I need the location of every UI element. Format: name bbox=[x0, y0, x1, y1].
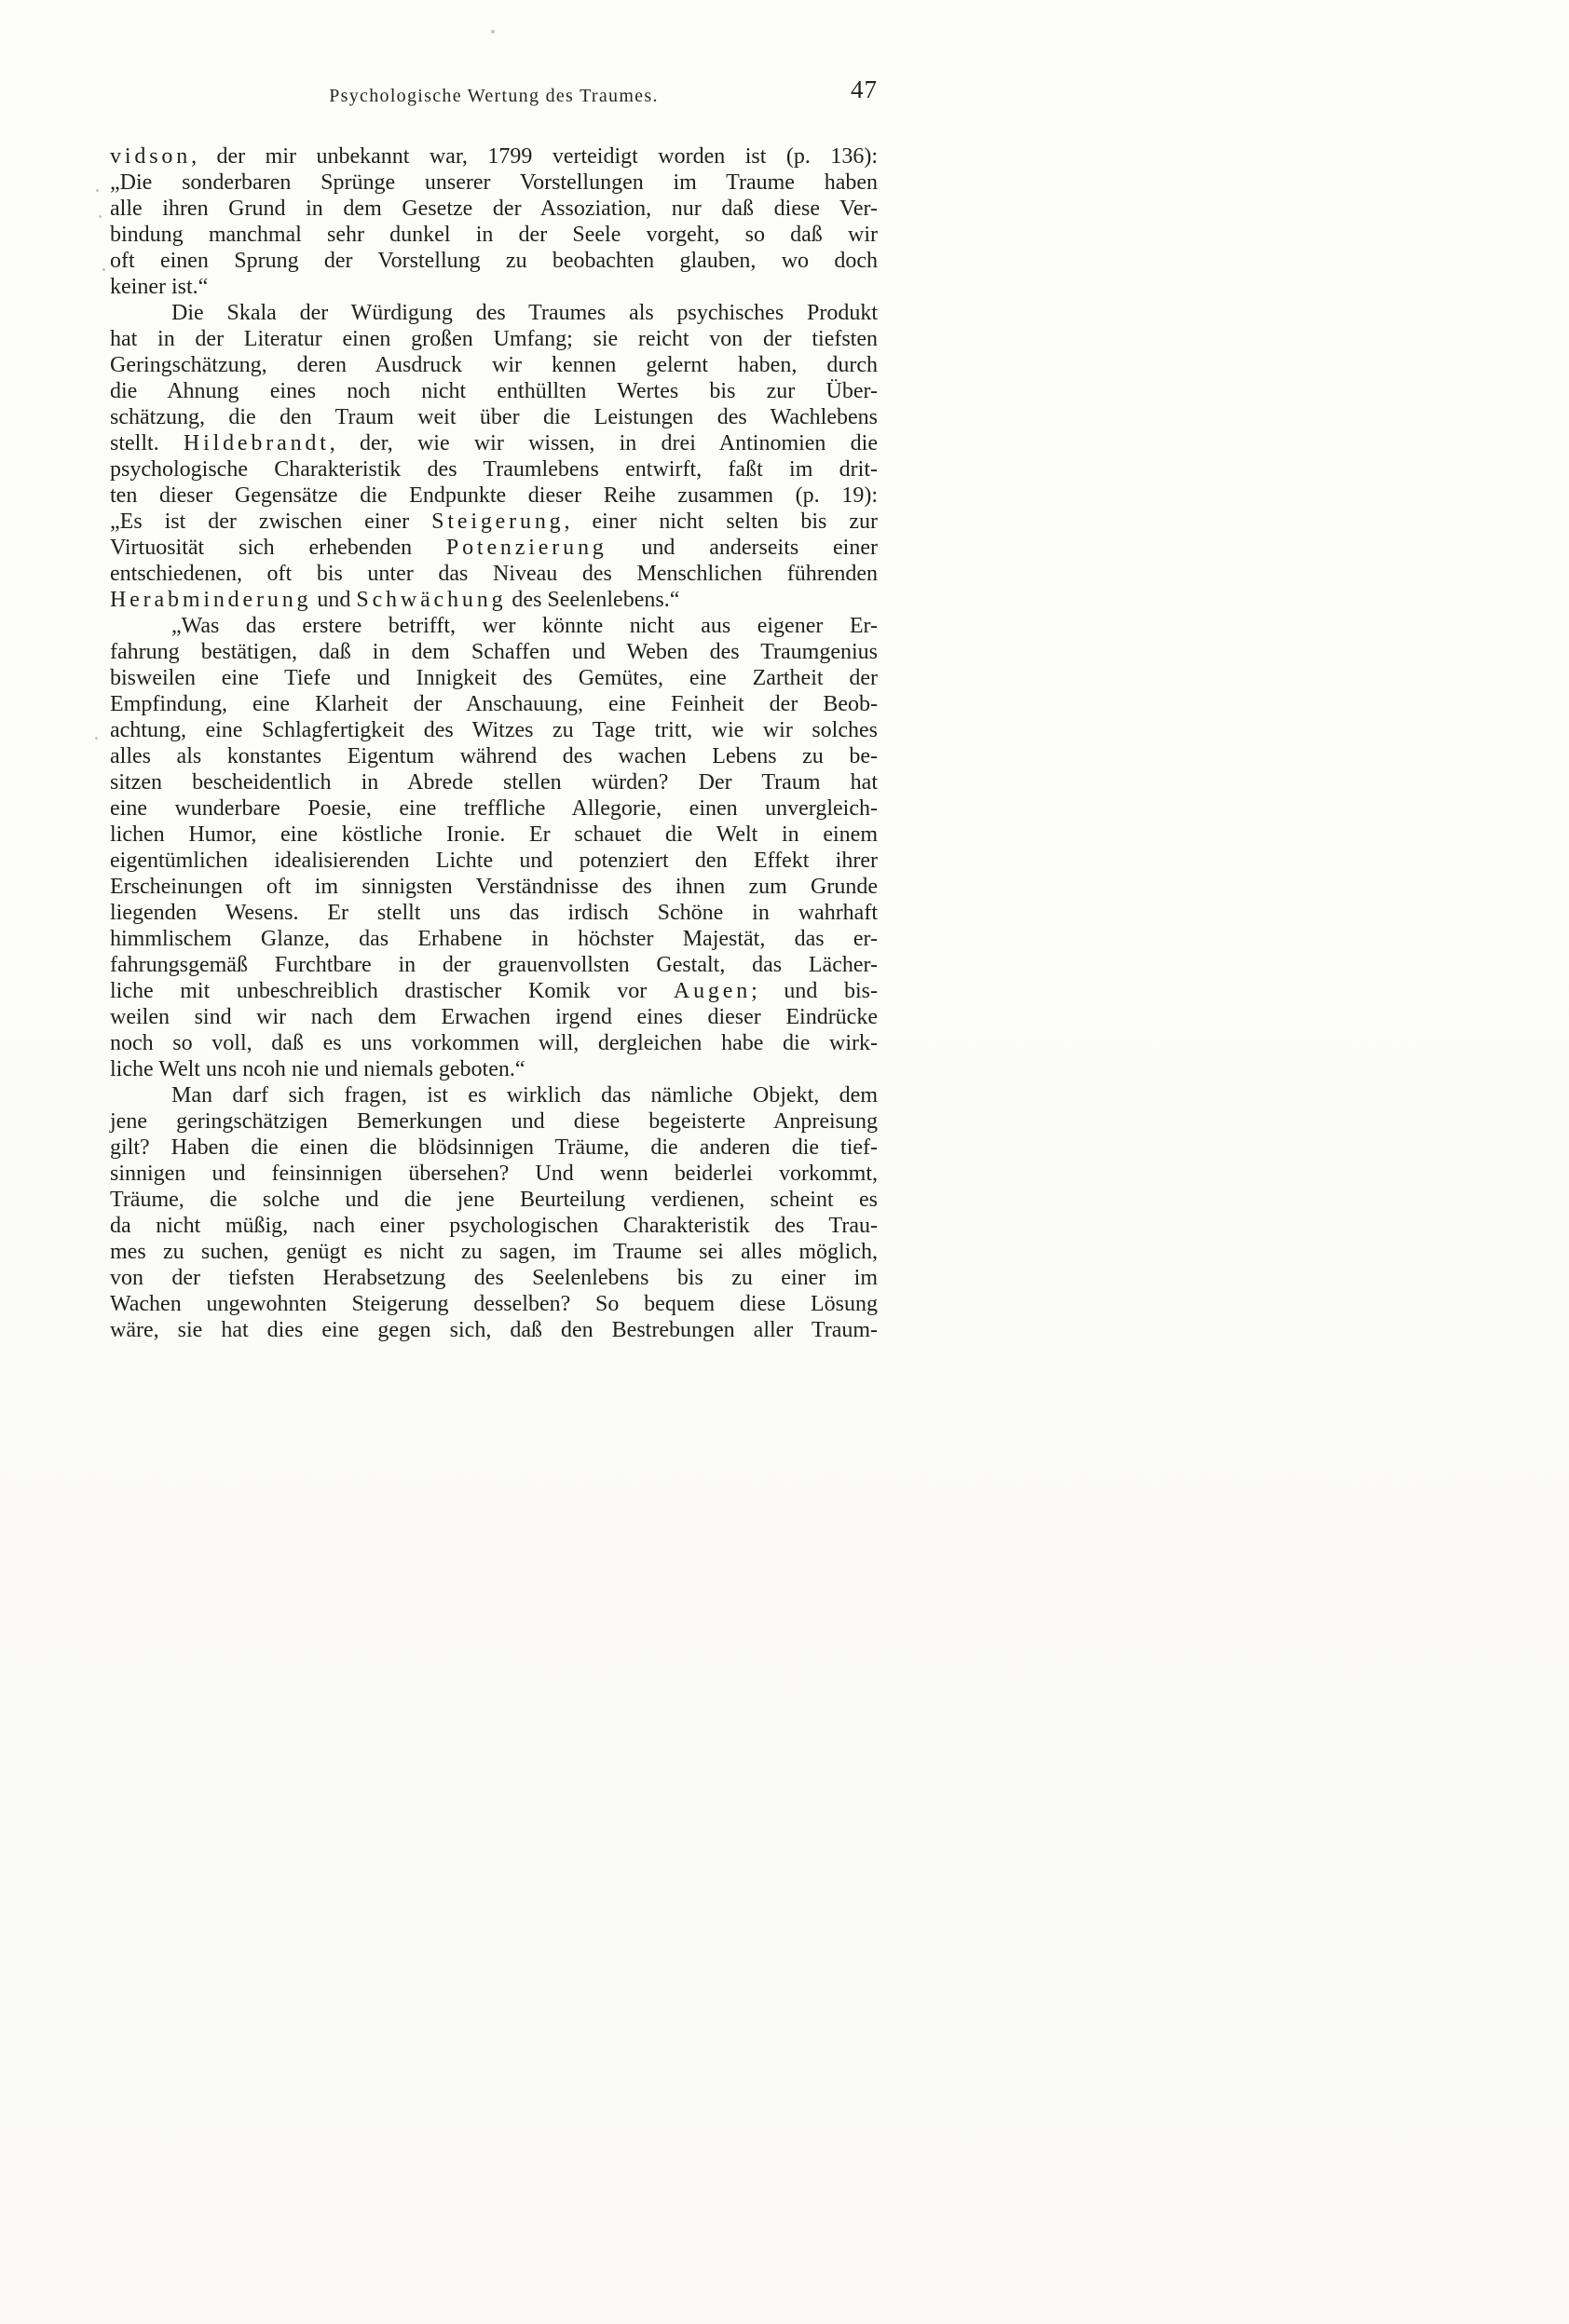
text-line: fahrung bestätigen, daß in dem Schaffen und Weben des Traumgenius bbox=[110, 640, 878, 664]
text-line: schätzung, die den Traum weit über die Leistungen des Wachlebens bbox=[110, 405, 878, 429]
text-line: noch so voll, daß es uns vorkommen will, dergleichen habe die wirk- bbox=[110, 1031, 878, 1055]
text-line: ten dieser Gegensätze die Endpunkte dieser Reihe zusammen (p. 19): bbox=[110, 483, 878, 508]
text-line: „Es ist der zwischen einer Steigerung, einer nicht selten bis zur bbox=[110, 510, 878, 534]
page-number: 47 bbox=[851, 75, 878, 103]
text-line: von der tiefsten Herabsetzung des Seelenlebens bis zu einer im bbox=[110, 1266, 878, 1290]
letterspaced-word: Steigerung bbox=[431, 510, 565, 534]
scan-artifact-dot bbox=[96, 189, 99, 192]
text-line: keiner ist.“ bbox=[110, 275, 209, 299]
text-line: bindung manchmal sehr dunkel in der Seele vorgeht, so daß wir bbox=[110, 223, 878, 247]
text-line: Träume, die solche und die jene Beurteilung verdienen, scheint es bbox=[110, 1188, 878, 1212]
text-line: weilen sind wir nach dem Erwachen irgend eines dieser Eindrücke bbox=[110, 1005, 878, 1029]
running-header bbox=[110, 75, 878, 110]
text-line: liegenden Wesens. Er stellt uns das irdisch Schöne in wahrhaft bbox=[110, 901, 878, 925]
text-line: alles als konstantes Eigentum während des wachen Lebens zu be- bbox=[110, 744, 878, 768]
text-line: Geringschätzung, deren Ausdruck wir kennen gelernt haben, durch bbox=[110, 353, 878, 377]
text-line: „Die sonderbaren Sprünge unserer Vorstellungen im Traume haben bbox=[110, 170, 878, 195]
page-header-title: Psychologische Wertung des Traumes. bbox=[329, 86, 659, 106]
print-area bbox=[110, 75, 878, 1343]
body-text bbox=[110, 143, 878, 1343]
scan-artifact-dot bbox=[102, 268, 105, 271]
text-line: gilt? Haben die einen die blödsinnigen Träume, die anderen die tief- bbox=[110, 1135, 878, 1160]
paragraph bbox=[110, 613, 878, 1082]
letterspaced-word: Herabminderung bbox=[110, 588, 312, 612]
text-line: liche Welt uns ncoh nie und niemals geboten.“ bbox=[110, 1057, 525, 1081]
text-line: liche mit unbeschreiblich drastischer Komik vor Augen; und bis- bbox=[110, 979, 878, 1003]
letterspaced-word: Potenzierung bbox=[445, 536, 607, 560]
text-line: eine wunderbare Poesie, eine treffliche Allegorie, einen unvergleich- bbox=[110, 796, 878, 821]
letterspaced-word: Augen bbox=[673, 979, 752, 1003]
paragraph bbox=[110, 300, 878, 613]
text-line: sitzen bescheidentlich in Abrede stellen würden? Der Traum hat bbox=[110, 770, 878, 795]
text-line: vidson, der mir unbekannt war, 1799 verteidigt worden ist (p. 136): bbox=[110, 144, 878, 169]
text-line: Erscheinungen oft im sinnigsten Verständnisse des ihnen zum Grunde bbox=[110, 875, 878, 899]
scan-artifact-dot bbox=[491, 30, 495, 34]
scan-artifact-dot bbox=[99, 215, 102, 218]
letterspaced-word: Hildebrandt bbox=[183, 431, 330, 455]
text-line: jene geringschätzigen Bemerkungen und diese begeisterte Anpreisung bbox=[110, 1109, 878, 1134]
text-line: stellt. Hildebrandt, der, wie wir wissen, in drei Antinomien die bbox=[110, 431, 878, 455]
text-line: himmlischem Glanze, das Erhabene in höchster Majestät, das er- bbox=[110, 927, 878, 951]
text-line: achtung, eine Schlagfertigkeit des Witzes zu Tage tritt, wie wir solches bbox=[110, 718, 878, 742]
letterspaced-word: Schwächung bbox=[356, 588, 507, 612]
text-line: lichen Humor, eine köstliche Ironie. Er schauet die Welt in einem bbox=[110, 822, 878, 847]
text-line: Die Skala der Würdigung des Traumes als psychisches Produkt bbox=[171, 301, 878, 325]
paragraph bbox=[110, 143, 878, 300]
text-line: entschiedenen, oft bis unter das Niveau des Menschlichen führenden bbox=[110, 562, 878, 586]
text-line: Herabminderung und Schwächung des Seelenlebens.“ bbox=[110, 588, 680, 612]
text-line: die Ahnung eines noch nicht enthüllten Wertes bis zur Über- bbox=[110, 379, 878, 403]
text-line: bisweilen eine Tiefe und Innigkeit des Gemütes, eine Zartheit der bbox=[110, 666, 878, 690]
text-line: Man darf sich fragen, ist es wirklich das nämliche Objekt, dem bbox=[171, 1083, 878, 1108]
text-line: da nicht müßig, nach einer psychologischen Charakteristik des Trau- bbox=[110, 1214, 878, 1238]
text-line: hat in der Literatur einen großen Umfang; sie reicht von der tiefsten bbox=[110, 327, 878, 351]
text-line: Wachen ungewohnten Steigerung desselben? So bequem diese Lösung bbox=[110, 1292, 878, 1316]
text-line: mes zu suchen, genügt es nicht zu sagen, im Traume sei alles möglich, bbox=[110, 1240, 878, 1264]
scan-artifact-dot bbox=[95, 737, 98, 740]
text-line: „Was das erstere betrifft, wer könnte nicht aus eigener Er- bbox=[171, 614, 878, 638]
paragraph bbox=[110, 1082, 878, 1343]
text-line: Empfindung, eine Klarheit der Anschauung, eine Feinheit der Beob- bbox=[110, 692, 878, 716]
text-line: alle ihren Grund in dem Gesetze der Assoziation, nur daß diese Ver- bbox=[110, 197, 878, 221]
text-line: oft einen Sprung der Vorstellung zu beobachten glauben, wo doch bbox=[110, 249, 878, 273]
text-line: Virtuosität sich erhebenden Potenzierung und anderseits einer bbox=[110, 536, 878, 560]
text-line: wäre, sie hat dies eine gegen sich, daß den Bestrebungen aller Traum- bbox=[110, 1318, 878, 1342]
text-line: fahrungsgemäß Furchtbare in der grauenvollsten Gestalt, das Lächer- bbox=[110, 953, 878, 977]
text-line: eigentümlichen idealisierenden Lichte und potenziert den Effekt ihrer bbox=[110, 849, 878, 873]
text-line: sinnigen und feinsinnigen übersehen? Und wenn beiderlei vorkommt, bbox=[110, 1162, 878, 1186]
letterspaced-word: vidson bbox=[110, 144, 192, 169]
text-line: psychologische Charakteristik des Traumlebens entwirft, faßt im drit- bbox=[110, 457, 878, 482]
